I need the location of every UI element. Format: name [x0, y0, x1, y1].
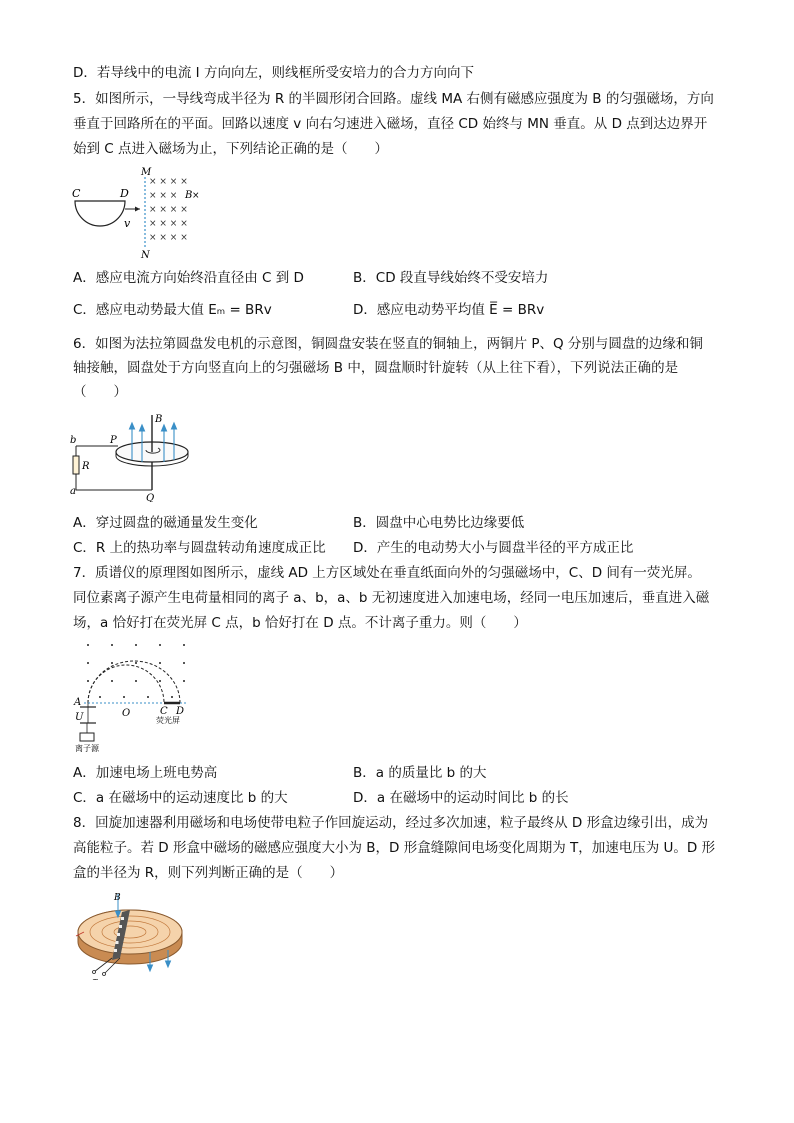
- label-c-point: C: [160, 706, 168, 717]
- ion-source: [80, 733, 94, 741]
- q7-figure-mass-spectrometer: [70, 637, 200, 757]
- label-n: N: [141, 250, 150, 260]
- q5-option-b: B．CD 段直导线始终不受安培力: [353, 270, 549, 286]
- label-d-point: D: [176, 706, 185, 717]
- label-b-field: B: [155, 414, 163, 425]
- label-v: v: [124, 217, 131, 230]
- label-b: B: [185, 190, 193, 201]
- q6-option-a: A．穿过圆盘的磁通量发生变化: [73, 515, 258, 531]
- q5-option-c: C．感应电动势最大值 Eₘ = BRv: [73, 302, 272, 318]
- q8-figure-cyclotron: [70, 890, 190, 980]
- q6-stem-line-3: （ ）: [73, 384, 127, 400]
- q8-stem-line-1: 8．回旋加速器利用磁场和电场使带电粒子作回旋运动，经过多次加速，粒子最终从 D 形盒边缘引出，成为: [73, 815, 709, 831]
- label-q: Q: [146, 493, 155, 502]
- label-c: C: [72, 187, 81, 200]
- q7-option-a: A．加速电场上班电势高: [73, 765, 218, 781]
- wire-bottom: [76, 474, 152, 490]
- q7-stem-line-2: 同位素离子源产生电荷量相同的离子 a、b，a、b 无初速度进入加速电场，经同一电压加速后，垂直进入磁: [73, 590, 710, 606]
- q7-option-c: C．a 在磁场中的运动速度比 b 的大: [73, 790, 288, 806]
- trajectory-b: [88, 661, 180, 703]
- q6-option-d: D．产生的电动势大小与圆盘半径的平方成正比: [353, 540, 634, 556]
- q5-stem-line-3: 始到 C 点进入磁场为止，下列结论正确的是（ ）: [73, 141, 389, 157]
- q6-stem-line-1: 6．如图为法拉第圆盘发电机的示意图，铜圆盘安装在竖直的铜轴上，两铜片 P、Q 分别与圆盘的边缘和铜: [73, 336, 703, 352]
- arrowhead: [135, 207, 140, 212]
- label-p: P: [110, 435, 117, 446]
- svg-text:× × × ×: × × × ×: [149, 177, 188, 187]
- q5-figure-semicircle-loop: [70, 165, 210, 260]
- q6-stem-line-2: 轴接触，圆盘处于方向竖直向上的匀强磁场 B 中，圆盘顺时针旋转（从上往下看），下列说法正确的是: [73, 360, 679, 376]
- label-r: R: [82, 461, 90, 472]
- svg-text:× × ×: × × ×: [149, 191, 178, 201]
- q5-stem-line-2: 垂直于回路所在的平面。回路以速度 v 向右匀速进入磁场，直径 CD 始终与 MN 垂直。从 D 点到达边界开: [73, 116, 708, 132]
- ac-symbol: ~: [92, 975, 99, 980]
- q7-stem-line-1: 7．质谱仪的原理图如图所示，虚线 AD 上方区域处在垂直纸面向外的匀强磁场中，C、D 间有一荧光屏。: [73, 565, 701, 581]
- q5-stem-line-1: 5．如图所示，一导线弯成半径为 R 的半圆形闭合回路。虚线 MA 右侧有磁感应强度为 B 的匀强磁场，方向: [73, 91, 714, 107]
- q4-option-d: D．若导线中的电流 I 方向向左，则线框所受安培力的合力方向向下: [73, 65, 474, 81]
- q5-option-d: D．感应电动势平均值 E̅ = BRv: [353, 302, 545, 318]
- field-dots: [87, 644, 185, 698]
- magnetic-field-crosses: [149, 177, 188, 243]
- q5-option-a: A．感应电流方向始终沿直径由 C 到 D: [73, 270, 304, 286]
- label-a-terminal: a: [70, 486, 76, 497]
- q8-stem-line-3: 盒的半径为 R，则下列判断正确的是（ ）: [73, 865, 344, 881]
- semicircle-loop: [75, 201, 125, 226]
- label-screen: 荧光屏: [156, 716, 180, 725]
- q7-option-d: D．a 在磁场中的运动时间比 b 的长: [353, 790, 569, 806]
- label-b-terminal: b: [70, 435, 77, 446]
- q6-option-b: B．圆盘中心电势比边缘要低: [353, 515, 525, 531]
- q6-figure-faraday-disk: [70, 410, 220, 502]
- svg-text:× × × ×: × × × ×: [149, 233, 188, 243]
- resistor-r: [73, 456, 79, 474]
- label-d: D: [120, 187, 129, 200]
- label-ion-source: 离子源: [75, 744, 99, 753]
- label-m: M: [141, 167, 152, 178]
- svg-text:×: ×: [192, 191, 200, 201]
- q7-option-b: B．a 的质量比 b 的大: [353, 765, 487, 781]
- label-b-cyclotron: B: [114, 893, 121, 903]
- q7-stem-line-3: 场，a 恰好打在荧光屏 C 点，b 恰好打在 D 点。不计离子重力。则（ ）: [73, 615, 527, 631]
- label-a-point: A: [74, 697, 82, 708]
- q6-option-c: C．R 上的热功率与圆盘转动角速度成正比: [73, 540, 326, 556]
- label-o: O: [122, 708, 131, 719]
- svg-text:× × × ×: × × × ×: [149, 205, 188, 215]
- q8-stem-line-2: 高能粒子。若 D 形盒中磁场的磁感应强度大小为 B，D 形盒缝隙间电场变化周期为 T，加速电压为 U。D 形: [73, 840, 716, 856]
- svg-text:× × × ×: × × × ×: [149, 219, 188, 229]
- label-u: U: [75, 712, 84, 723]
